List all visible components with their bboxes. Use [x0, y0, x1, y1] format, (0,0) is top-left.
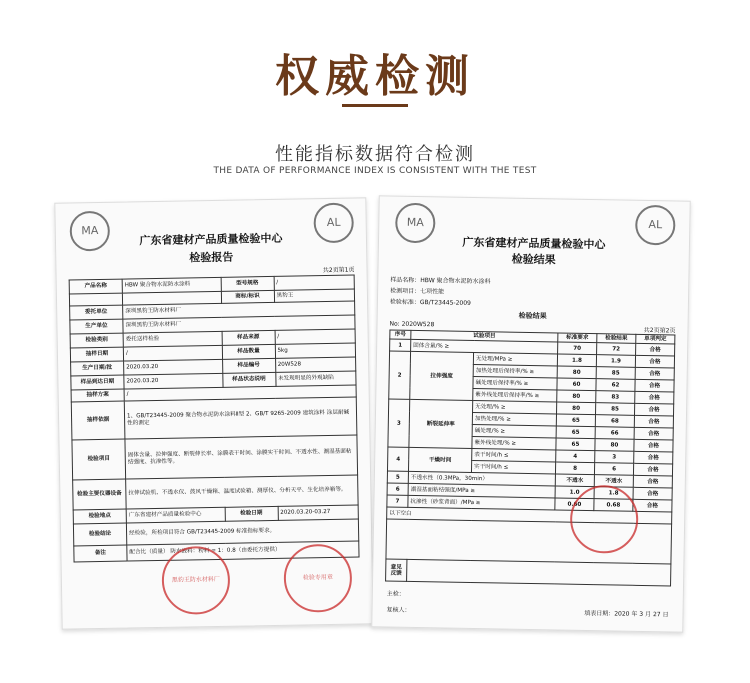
reviewer: 复核人： — [386, 606, 411, 614]
test-result: 不透水 — [594, 475, 633, 488]
row-label: 委托单位 — [70, 305, 123, 320]
test-standard: 检验标准：GB/T23445-2009 — [389, 298, 471, 307]
row-label-2: 商标/标识 — [221, 290, 274, 303]
cal-seal: AL — [313, 203, 354, 244]
test-result: 1.8 — [594, 487, 633, 500]
title-underline — [342, 104, 408, 107]
row-number: 7 — [387, 495, 408, 507]
test-item: 断裂延伸率 — [409, 400, 473, 449]
test-result: 66 — [595, 427, 634, 440]
standard-requirement: 1.8 — [557, 354, 596, 367]
row-label-2: 检验日期 — [225, 506, 278, 521]
table-row — [72, 435, 358, 480]
row-value-2: 20W528 — [275, 357, 356, 372]
row-value: 固体含量、拉伸强度、断裂伸长率、涂膜表干时间、涂膜实干时间、不透水性、潮湿基面粘结强度、抗渗性等。 — [125, 435, 358, 479]
row-value-2: / — [274, 275, 355, 290]
main-inspector: 主检： — [386, 590, 405, 598]
report-number: No: 2020W528 — [389, 320, 435, 329]
inspection-stamp — [283, 544, 352, 613]
standard-requirement: 80 — [557, 390, 596, 403]
row-label: 生产日期/批 — [71, 361, 124, 376]
test-item: 拉伸强度 — [410, 352, 474, 401]
fill-date: 填表日期：2020 年 3 月 27 日 — [584, 609, 669, 619]
row-label: 产品名称 — [69, 279, 122, 294]
standard-requirement: 0.60 — [555, 498, 594, 511]
sample-name: 样品名称：HBW 聚合物水泥防水涂料 — [390, 276, 491, 286]
judgement: 合格 — [634, 452, 673, 465]
row-value: 2020.03.20 — [124, 373, 223, 389]
test-sub-item: 实干时间/h ≤ — [471, 461, 555, 474]
row-value: 委托送样检验 — [123, 331, 222, 347]
test-item: 固体含量/% ≥ — [411, 340, 558, 355]
section-title: 检验结果 — [518, 311, 547, 321]
row-label-2: 样品来源 — [222, 330, 275, 345]
row-label: 检验结论 — [73, 523, 126, 546]
test-result: 83 — [596, 391, 635, 404]
standard-requirement: 80 — [557, 366, 596, 379]
row-label: 检验项目 — [72, 439, 126, 480]
row-label: 抽样依据 — [71, 401, 125, 440]
test-result: 80 — [595, 439, 634, 452]
row-number: 2 — [389, 351, 411, 399]
test-sub-item: 紫外线处理/% ≥ — [472, 437, 556, 450]
row-label: 备注 — [74, 545, 127, 562]
judgement: 合格 — [633, 476, 672, 489]
test-sub-item: 碱处理/% ≥ — [472, 425, 556, 438]
row-value: 1、GB/T23445-2009 聚合物水泥防水涂料Ⅱ型 2、GB/T 9265-2009 建筑涂料 涂层耐碱性的测定 — [124, 397, 357, 439]
test-sub-item: 无处理/% ≥ — [473, 401, 557, 414]
page-subtitle-en: THE DATA OF PERFORMANCE INDEX IS CONSISTENT WITH THE TEST — [213, 166, 537, 176]
row-value: 拉伸试验机、不透水仪、鼓风干燥箱、温度试验箱、测厚仪、分析天平、生化培养箱等。 — [126, 475, 358, 509]
row-value: 广东省建材产品质量检验中心 — [126, 507, 225, 523]
table-row — [73, 475, 358, 510]
row-value: 经检验，所检项目符合 GB/T23445-2009 标准指标要求。 — [126, 519, 358, 545]
row-value: / — [123, 345, 222, 361]
column-header: 检验结果 — [597, 334, 636, 344]
standard-requirement: 不透水 — [555, 474, 594, 487]
row-label: 抽样方案 — [71, 389, 124, 402]
row-label: 样品到达日期 — [71, 375, 124, 390]
test-sub-item: 表干时间/h ≤ — [472, 449, 556, 462]
row-value-2: 黑豹王 — [274, 289, 355, 302]
row-label — [69, 293, 122, 306]
judgement: 合格 — [634, 440, 673, 453]
page-subtitle: 性能指标数据符合检测 — [275, 144, 475, 165]
standard-requirement: 60 — [557, 378, 596, 391]
test-result: 85 — [595, 403, 634, 416]
opinion-label: 意见反馈 — [386, 559, 407, 581]
row-value: 2020.03.20 — [124, 359, 223, 375]
row-value-2: 5kg — [275, 343, 356, 358]
judgement: 合格 — [635, 392, 674, 405]
row-number: 6 — [387, 483, 408, 495]
test-sub-item: 无处理/MPa ≥ — [473, 353, 557, 366]
test-sub-item: 紫外线处理后保持率/% ≥ — [473, 389, 557, 402]
inspection-stamp-text: 检验专用章 — [302, 573, 333, 582]
row-label-2: 型号规格 — [221, 276, 274, 291]
row-value: 配合比（质量） 防水液料：粉料 = 1：0.8（由委托方提供） — [127, 541, 359, 561]
cma-seal: MA — [69, 211, 110, 252]
standard-requirement: 65 — [556, 426, 595, 439]
row-number: 5 — [387, 471, 408, 483]
standard-requirement: 8 — [555, 462, 594, 475]
test-item: 不透水性（0.3MPa，30min） — [408, 472, 555, 487]
column-header: 试验项目 — [411, 330, 558, 342]
row-value: 深圳黑豹王防水材料厂 — [123, 301, 355, 319]
judgement: 合格 — [633, 488, 672, 501]
row-number: 4 — [387, 447, 408, 471]
test-item: 抗渗性（砂浆背面）/MPa ≥ — [408, 496, 555, 511]
row-label: 生产单位 — [70, 319, 123, 334]
row-value-2: 未发现明显的外观缺陷 — [275, 371, 356, 386]
row-label-2: 样品编号 — [222, 358, 275, 373]
test-result: 68 — [595, 415, 634, 428]
test-result: 6 — [594, 463, 633, 476]
test-result: 85 — [596, 367, 635, 380]
standard-requirement: 65 — [556, 414, 595, 427]
cal-seal: AL — [635, 205, 676, 246]
report-title: 检验报告 — [189, 250, 234, 265]
row-label: 抽样日期 — [70, 347, 123, 362]
row-label-2: 样品数量 — [222, 344, 275, 359]
test-items: 检测项目：七项性能 — [390, 287, 445, 296]
row-value-2: / — [275, 329, 356, 344]
row-label: 检验地点 — [73, 509, 126, 524]
results-title: 检验结果 — [511, 252, 556, 267]
standard-requirement: 70 — [558, 342, 597, 355]
row-value-2: 2020.03.20-03.27 — [278, 505, 359, 520]
row-value: 深圳黑豹王防水材料厂 — [123, 315, 355, 333]
blank-note: 以下空白 — [387, 507, 672, 524]
test-result: 1.9 — [596, 355, 635, 368]
column-header: 单项判定 — [636, 334, 675, 344]
cma-seal: MA — [395, 203, 436, 244]
judgement: 合格 — [635, 380, 674, 393]
row-label: 检验主要仪器设备 — [73, 479, 127, 510]
test-sub-item: 碱处理后保持率/% ≥ — [473, 377, 557, 390]
judgement: 合格 — [634, 428, 673, 441]
test-item: 干燥时间 — [408, 448, 471, 473]
standard-requirement: 80 — [556, 402, 595, 415]
row-value: HBW 聚合物水泥防水涂料 — [122, 277, 221, 293]
report-page: 共2页第1页 — [322, 266, 355, 275]
test-result: 62 — [596, 379, 635, 392]
judgement: 合格 — [634, 404, 673, 417]
opinion-row — [386, 559, 671, 586]
standard-requirement: 1.0 — [555, 486, 594, 499]
judgement: 合格 — [633, 464, 672, 477]
row-number: 3 — [388, 399, 410, 447]
test-result: 3 — [595, 451, 634, 464]
company-stamp — [161, 546, 230, 615]
report-org: 广东省建材产品质量检验中心 — [139, 231, 283, 248]
results-table — [385, 330, 675, 587]
inspection-report-document — [54, 197, 373, 629]
inspection-results-document — [371, 195, 690, 632]
report-table — [69, 275, 360, 563]
table-row — [71, 397, 357, 440]
results-page: 共2页第2页 — [643, 326, 676, 335]
test-result: 0.68 — [594, 499, 633, 512]
standard-requirement: 4 — [556, 450, 595, 463]
judgement: 合格 — [636, 344, 675, 357]
company-stamp-text: 黑豹王防水材料厂 — [171, 575, 220, 584]
column-header: 标准要求 — [558, 333, 597, 343]
row-number: 1 — [390, 339, 411, 351]
judgement: 合格 — [635, 356, 674, 369]
test-item: 潮湿基面粘结强度/MPa ≥ — [408, 484, 555, 499]
row-label: 检验类别 — [70, 333, 123, 348]
row-label-2: 样品状态说明 — [222, 372, 275, 387]
test-sub-item: 加热处理后保持率/% ≥ — [473, 365, 557, 378]
test-result: 72 — [597, 343, 636, 356]
judgement: 合格 — [635, 368, 674, 381]
page-title: 权威检测 — [275, 51, 475, 102]
judgement: 合格 — [633, 500, 672, 513]
opinion-cell — [407, 560, 671, 587]
column-header: 序号 — [390, 330, 411, 340]
judgement: 合格 — [634, 416, 673, 429]
standard-requirement: 65 — [556, 438, 595, 451]
row-value: / — [124, 385, 356, 401]
results-org: 广东省建材产品质量检验中心 — [462, 235, 606, 252]
test-sub-item: 加热处理/% ≥ — [472, 413, 556, 426]
